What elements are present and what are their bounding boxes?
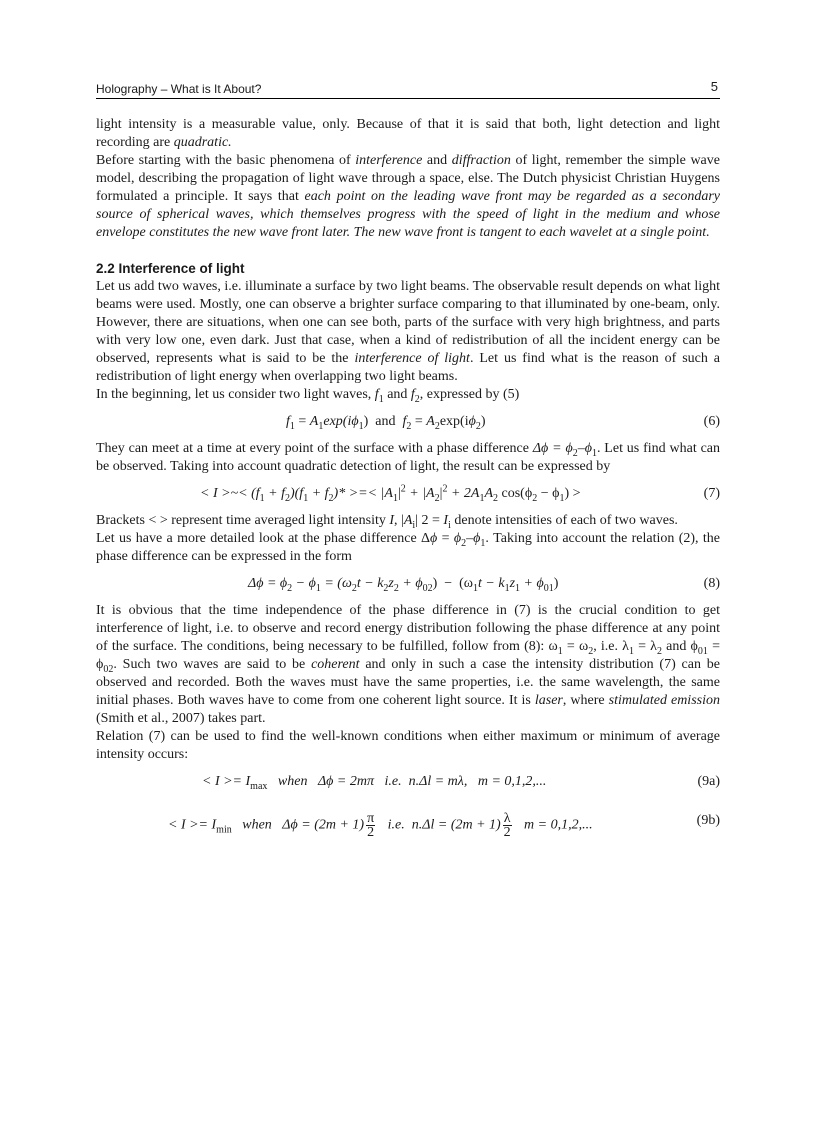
section-heading: 2.2 Interference of light <box>96 261 245 276</box>
paragraph-5: They can meet at a time at every point of the surface with a phase difference $\Delta\phi = \phi_2-\phi_1$. Let us find what can be observed. Taking into account quadratic detection of light, the result can be expressed by <box>96 441 721 474</box>
equation-8-expression: $\Delta\phi = \phi_2 - \phi_1 = (\omega_2t - k_2z_2 + \phi_{02}) - (\omega_1t - k_1z_1 + \phi_{01})$ <box>248 576 559 594</box>
equation-9b-expression: < $I >= I_{min}$ when Δϕ = (2m + 1) $\frac{\pi}{2}$ i.e. n.Δl = (2m + 1) $\frac{\lambda}{2}$ m = 0,1,2,... <box>168 811 593 840</box>
equation-8-number: (8) <box>703 576 720 591</box>
paragraph-7: Let us have a more detailed look at the phase difference $\Delta\phi = \phi_2-\phi_1$. Taking into account the relation (2), the phase difference can be expressed in the form <box>96 531 720 564</box>
paragraph-9: Relation (7) can be used to find the well-known conditions when either maximum or minimum of average intensity occurs: <box>96 729 720 762</box>
running-title: Holography – What is It About? <box>96 82 262 96</box>
equation-7 <box>96 476 720 512</box>
paragraph-3: Let us add two waves, i.e. illuminate a surface by two light beams. The observable result depends on what light beams were used. Mostly, one can observe a brighter surface comparing to that illuminated by one-beam, only. However, there are situations, when one can see both, parts of the surface with very high brightness, and parts with very low one, even dark. Just that case, when a kind of redistribution of all the incident energy can be observed, represents what is said to be the interference of light. Let us find what is the reason of such a redistribution of light energy when overlapping two light beams. <box>96 279 720 384</box>
equation-8 <box>96 566 720 602</box>
equation-9a <box>96 764 720 800</box>
fraction-lambda-over-2: $\frac{\lambda}{2}$ <box>503 811 511 840</box>
body-text <box>96 116 720 844</box>
equation-7-number: (7) <box>703 486 720 501</box>
paragraph-4: In the beginning, let us consider two light waves, $f_1$ and $f_2$, expressed by (5) <box>96 387 520 405</box>
equation-9a-expression: < $I >= I_{max}$ when Δϕ = 2mπ i.e. n.Δl = mλ, m = 0,1,2,... <box>202 774 547 792</box>
equation-9b <box>96 800 720 844</box>
equation-6-expression: $f_1 = A_1\exp(i\phi_1)$ and $f_2 = A_2\exp(i\phi_2)$ <box>286 414 486 432</box>
paragraph-6: Brackets < > represent time averaged light intensity I, $|A_i|$ $2 = I_i$ denote intensities of each of two waves. <box>96 513 678 531</box>
equation-7-expression: < I >~< $(f_1 + f_2)(f_1 + f_2)*$ >=< $|A_1|^2 + |A_2|^2 + 2A_1A_2$ $\cos(\phi_2 - \phi_1)$ > <box>200 483 581 504</box>
page-number: 5 <box>710 79 718 94</box>
paragraph-1: light intensity is a measurable value, only. Because of that it is said that both, light detection and light recording are quadratic. <box>96 117 720 150</box>
equation-9a-number: (9a) <box>697 774 720 789</box>
equation-6-number: (6) <box>703 414 720 429</box>
equation-9b-number: (9b) <box>696 813 720 828</box>
running-header <box>96 80 720 99</box>
equation-6 <box>96 404 720 440</box>
fraction-pi-over-2: $\frac{\pi}{2}$ <box>367 811 375 840</box>
paragraph-2: Before starting with the basic phenomena of interference and diffraction of light, remember the simple wave model, describing the propagation of light wave through a space, else. The Dutch physicist Christian Huygens formulated a principle. It says that each point on the leading wave front may be regarded as a secondary source of spherical waves, which themselves progress with the speed of light in the medium and whose envelope constitutes the new wave front later. The new wave front is tangent to each wavelet at a single point. <box>96 153 720 240</box>
paragraph-8: It is obvious that the time independence of the phase difference in (7) is the crucial condition to get interference of light, i.e. to observe and record energy distribution following the phase difference at any point of the surface. The conditions, being necessary to be fulfilled, follow from (8): $\omega_1 = \omega_2$, i.e. $\lambda_1 = \lambda_2$ and $\phi_{01} = \phi_{02}$. Such two waves are said to be coherent and only in such a case the intensity distribution (7) can be observed and recorded. Both the waves must have the same properties, i.e. the same wavelength, the same initial phases. Both waves have to come from one coherent light source. It is laser, where stimulated emission (Smith et al., 2007) takes part. <box>96 603 721 726</box>
